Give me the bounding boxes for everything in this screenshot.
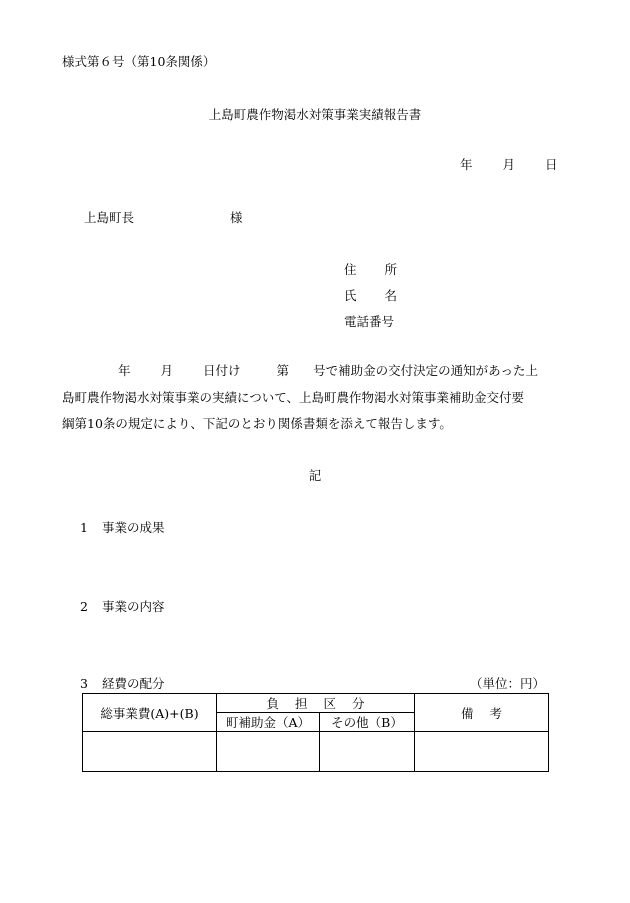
section-3-label: 経費の配分 xyxy=(101,676,165,691)
document-title xyxy=(0,105,630,123)
name-char-2: 名 xyxy=(384,288,398,303)
cell-town-subsidy[interactable] xyxy=(217,732,320,772)
remarks-char-2: 考 xyxy=(489,705,503,721)
burden-char-1: 負 xyxy=(266,696,279,711)
section-2-label: 事業の内容 xyxy=(101,599,165,614)
body-date-suffix: 日付け xyxy=(203,363,241,378)
expense-table xyxy=(82,693,549,772)
body-line-2: 島町農作物渇水対策事業の実績について、上島町農作物渇水対策事業補助金交付要 xyxy=(62,390,525,405)
document-title-text: 上島町農作物渇水対策事業実績報告書 xyxy=(208,107,422,122)
ki-heading xyxy=(0,466,630,484)
section-2 xyxy=(80,597,164,615)
applicant-address-label xyxy=(344,260,397,278)
date-day: 日 xyxy=(545,157,558,172)
burden-char-4: 分 xyxy=(352,696,365,711)
cell-other[interactable] xyxy=(320,732,415,772)
section-2-number: 2 xyxy=(80,599,88,614)
name-char-1: 氏 xyxy=(344,288,357,303)
date-year: 年 xyxy=(460,157,473,172)
body-number-prefix: 第 xyxy=(276,363,290,378)
section-1-number: 1 xyxy=(80,520,88,535)
burden-char-3: 区 xyxy=(323,696,337,711)
header-other: その他（B） xyxy=(320,713,415,732)
body-line-1-rest: 号で補助金の交付決定の通知があった上 xyxy=(313,363,538,378)
table-row xyxy=(83,732,549,772)
ki-text: 記 xyxy=(308,468,322,483)
applicant-name-label xyxy=(344,286,397,304)
section-3-number: 3 xyxy=(80,676,88,691)
header-total: 総事業費(A)+(B) xyxy=(83,694,217,732)
cell-total[interactable] xyxy=(83,732,217,772)
body-month: 月 xyxy=(160,363,174,378)
header-burden xyxy=(217,694,415,713)
form-number: 様式第６号（第10条関係） xyxy=(62,54,216,69)
header-town-subsidy: 町補助金（A） xyxy=(217,713,320,732)
addressee-honorific: 様 xyxy=(230,210,243,225)
burden-char-2: 担 xyxy=(294,696,308,711)
body-line-1 xyxy=(118,361,538,379)
section-1 xyxy=(80,518,164,536)
header-remarks xyxy=(415,694,549,732)
date-month: 月 xyxy=(502,157,516,172)
body-line-3: 綱第10条の規定により、下記のとおり関係書類を添えて報告します。 xyxy=(62,416,452,431)
body-year: 年 xyxy=(118,363,131,378)
address-char-1: 住 xyxy=(344,262,357,277)
unit-label: （単位：円） xyxy=(470,676,546,691)
address-char-2: 所 xyxy=(384,262,398,277)
section-3 xyxy=(80,674,164,692)
cell-remarks[interactable] xyxy=(415,732,549,772)
applicant-phone-label: 電話番号 xyxy=(344,314,395,329)
addressee-name: 上島町長 xyxy=(84,210,135,225)
section-1-label: 事業の成果 xyxy=(101,520,165,535)
remarks-char-1: 備 xyxy=(460,705,474,721)
date-line xyxy=(460,155,558,173)
